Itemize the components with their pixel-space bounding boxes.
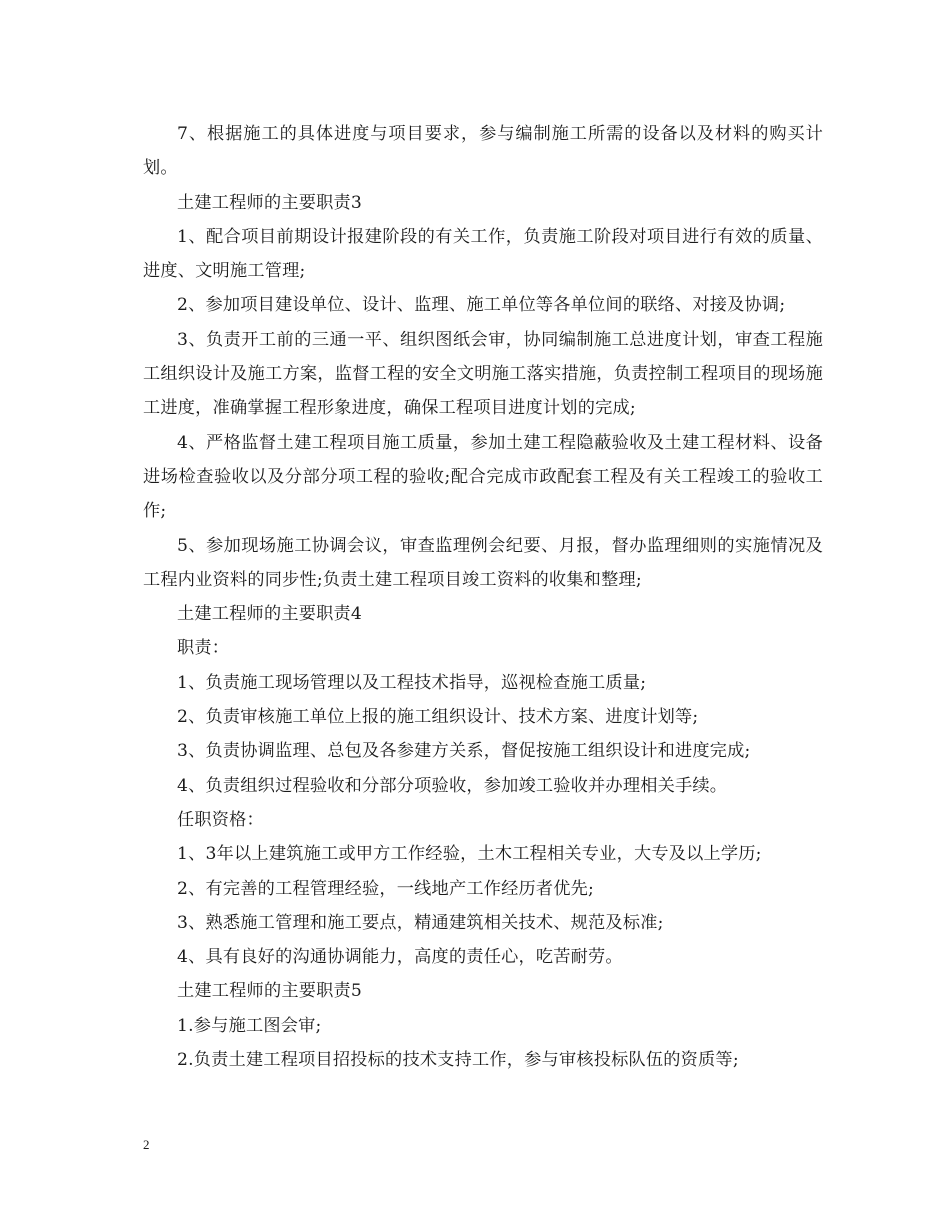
duty-item-4: 4、负责组织过程验收和分部分项验收，参加竣工验收并办理相关手续。: [177, 775, 728, 796]
section-heading-4: 土建工程师的主要职责4: [177, 604, 363, 625]
section-heading-3: 土建工程师的主要职责3: [177, 192, 363, 213]
paragraph-item-3: 3、负责开工前的三通一平、组织图纸会审，协同编制施工总进度计划，审查工程施工组织设计及施工方案，监督工程的安全文明施工落实措施，负责控制工程项目的现场施工进度，准确掌握工程形象进度，确保工程项目进度计划的完成;: [143, 329, 823, 419]
qualification-item-3: 3、熟悉施工管理和施工要点，精通建筑相关技术、规范及标准;: [177, 912, 664, 933]
paragraph-item-5: 5、参加现场施工协调会议，审查监理例会纪要、月报，督办监理细则的实施情况及工程内业资料的同步性;负责土建工程项目竣工资料的收集和整理;: [143, 535, 823, 590]
paragraph-item-7-procurement: 7、根据施工的具体进度与项目要求，参与编制施工所需的设备以及材料的购买计划。: [143, 124, 823, 179]
document-body: [143, 117, 823, 1077]
duty-item-3: 3、负责协调监理、总包及各参建方关系，督促按施工组织设计和进度完成;: [177, 741, 751, 762]
qualification-item-4: 4、具有良好的沟通协调能力，高度的责任心，吃苦耐劳。: [177, 947, 623, 968]
duty-item-2: 2、负责审核施工单位上报的施工组织设计、技术方案、进度计划等;: [177, 707, 699, 728]
paragraph-item-1: 1、配合项目前期设计报建阶段的有关工作，负责施工阶段对项目进行有效的质量、进度、文明施工管理;: [143, 226, 823, 282]
paragraph-item-4: 4、严格监督土建工程项目施工质量，参加土建工程隐蔽验收及土建工程材料、设备进场检查验收以及分部分项工程的验收;配合完成市政配套工程及有关工程竣工的验收工作;: [143, 432, 823, 522]
duty-item-1: 1、负责施工现场管理以及工程技术指导，巡视检查施工质量;: [177, 672, 647, 693]
section-heading-5: 土建工程师的主要职责5: [177, 981, 363, 1002]
subheading-duties: 职责：: [177, 638, 230, 659]
paragraph-item-2: 2、参加项目建设单位、设计、监理、施工单位等各单位间的联络、对接及协调;: [177, 295, 786, 316]
qualification-item-1: 1、3年以上建筑施工或甲方工作经验，土木工程相关专业，大专及以上学历;: [177, 844, 762, 865]
qualification-item-2: 2、有完善的工程管理经验，一线地产工作经历者优先;: [177, 878, 595, 899]
paragraph-item-5-1: 1.参与施工图会审;: [177, 1015, 322, 1036]
page-number: 2: [143, 1137, 150, 1152]
subheading-qualifications: 任职资格：: [177, 809, 264, 830]
paragraph-item-5-2: 2.负责土建工程项目招投标的技术支持工作，参与审核投标队伍的资质等;: [177, 1050, 739, 1071]
